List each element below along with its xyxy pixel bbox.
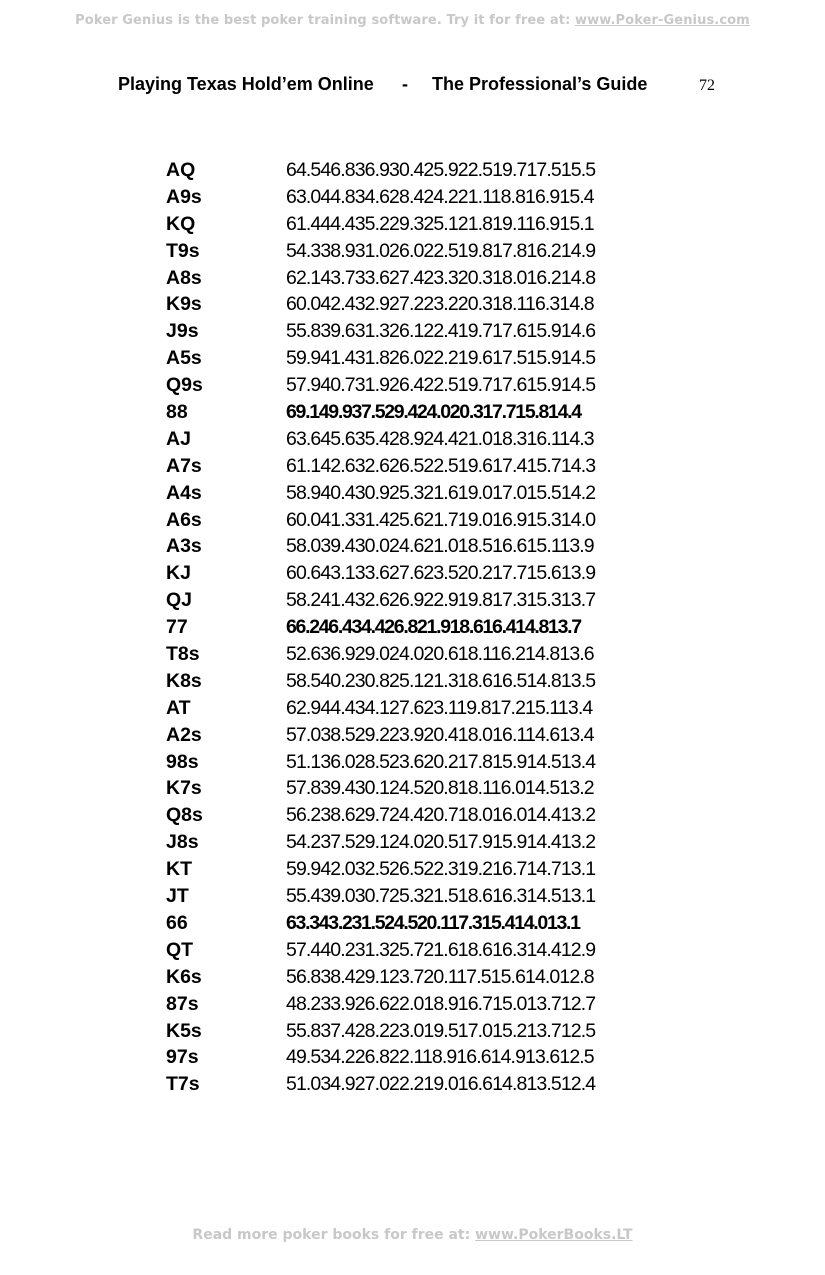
win-percentages: 57.940.731.926.422.519.717.615.914.5 bbox=[286, 374, 596, 397]
table-row bbox=[166, 291, 706, 318]
promo-banner-bottom bbox=[0, 1227, 825, 1243]
table-row bbox=[166, 614, 706, 641]
hand-label: 97s bbox=[166, 1046, 199, 1069]
book-title: Playing Texas Hold’em Online bbox=[118, 74, 374, 94]
table-row bbox=[166, 560, 706, 587]
win-percentages: 59.941.431.826.022.219.617.515.914.5 bbox=[286, 347, 596, 370]
hand-label: 87s bbox=[166, 992, 199, 1015]
pokerbooks-link[interactable]: www.PokerBooks.LT bbox=[475, 1227, 633, 1243]
table-row bbox=[166, 856, 706, 883]
win-percentages: 59.942.032.526.522.319.216.714.713.1 bbox=[286, 858, 596, 881]
table-row bbox=[166, 910, 706, 937]
win-percentages: 64.546.836.930.425.922.519.717.515.5 bbox=[286, 159, 596, 181]
win-percentages: 51.034.927.022.219.016.614.813.512.4 bbox=[286, 1073, 596, 1096]
hand-label: T9s bbox=[166, 239, 200, 262]
table-row bbox=[166, 533, 706, 560]
hand-label: JT bbox=[166, 885, 189, 908]
table-row bbox=[166, 829, 706, 856]
win-percentages: 57.839.430.124.520.818.116.014.513.2 bbox=[286, 777, 594, 800]
win-percentages: 49.534.226.822.118.916.614.913.612.5 bbox=[286, 1046, 594, 1069]
hand-label: AT bbox=[166, 696, 191, 719]
hand-label: 66 bbox=[166, 911, 188, 934]
win-percentages: 62.944.434.127.623.119.817.215.113.4 bbox=[286, 696, 593, 719]
table-row bbox=[166, 641, 706, 668]
table-row bbox=[166, 345, 706, 372]
win-percentages: 60.042.432.927.223.220.318.116.314.8 bbox=[286, 293, 594, 316]
table-row bbox=[166, 1044, 706, 1071]
table-row bbox=[166, 372, 706, 399]
promo-bottom-text: Read more poker books for free at: bbox=[192, 1227, 476, 1243]
hand-label: A3s bbox=[166, 535, 202, 558]
hand-label: A5s bbox=[166, 347, 202, 370]
hand-label: T8s bbox=[166, 643, 200, 666]
page-number: 72 bbox=[699, 77, 715, 94]
table-row bbox=[166, 991, 706, 1018]
hand-label: 77 bbox=[166, 616, 188, 639]
hand-label: J9s bbox=[166, 320, 199, 343]
table-row bbox=[166, 722, 706, 749]
win-percentages: 61.444.435.229.325.121.819.116.915.1 bbox=[286, 212, 594, 235]
table-row bbox=[166, 238, 706, 265]
win-percentages: 54.237.529.124.020.517.915.914.413.2 bbox=[286, 831, 596, 854]
win-percentages: 63.645.635.428.924.421.018.316.114.3 bbox=[286, 427, 594, 450]
win-percentages: 69.149.937.529.424.020.317.715.814.4 bbox=[286, 401, 581, 424]
table-row bbox=[166, 507, 706, 534]
hand-label: A6s bbox=[166, 508, 202, 531]
promo-top-text: Poker Genius is the best poker training software. Try it for free at: bbox=[75, 13, 575, 28]
poker-genius-link[interactable]: www.Poker-Genius.com bbox=[575, 13, 750, 28]
table-row bbox=[166, 775, 706, 802]
hand-label: Q9s bbox=[166, 374, 203, 397]
win-percentages: 54.338.931.026.022.519.817.816.214.9 bbox=[286, 239, 596, 262]
hand-label: QJ bbox=[166, 589, 193, 612]
hand-label: A9s bbox=[166, 185, 202, 208]
win-percentages: 55.839.631.326.122.419.717.615.914.6 bbox=[286, 320, 596, 343]
table-row bbox=[166, 587, 706, 614]
table-row bbox=[166, 318, 706, 345]
win-percentages: 58.241.432.626.922.919.817.315.313.7 bbox=[286, 589, 596, 612]
hand-label: K9s bbox=[166, 293, 202, 316]
win-percentages: 61.142.632.626.522.519.617.415.714.3 bbox=[286, 454, 596, 477]
table-row bbox=[166, 211, 706, 238]
table-row bbox=[166, 1071, 706, 1098]
win-percentages: 62.143.733.627.423.320.318.016.214.8 bbox=[286, 266, 596, 289]
table-row bbox=[166, 964, 706, 991]
win-percentages: 57.038.529.223.920.418.016.114.613.4 bbox=[286, 723, 594, 746]
hand-label: 88 bbox=[166, 401, 188, 424]
win-percentages: 63.044.834.628.424.221.118.816.915.4 bbox=[286, 185, 594, 208]
hand-label: J8s bbox=[166, 831, 199, 854]
hand-label: AJ bbox=[166, 427, 191, 450]
hand-label: AQ bbox=[166, 159, 196, 181]
page-header bbox=[118, 74, 718, 100]
win-percentages: 60.643.133.627.623.520.217.715.613.9 bbox=[286, 562, 596, 585]
table-row bbox=[166, 399, 706, 426]
win-percentages: 48.233.926.622.018.916.715.013.712.7 bbox=[286, 992, 596, 1015]
hand-label: K8s bbox=[166, 669, 202, 692]
table-row bbox=[166, 184, 706, 211]
win-percentages: 56.238.629.724.420.718.016.014.413.2 bbox=[286, 804, 596, 827]
table-row bbox=[166, 668, 706, 695]
table-row bbox=[166, 157, 706, 184]
hand-label: T7s bbox=[166, 1073, 200, 1096]
hand-label: K5s bbox=[166, 1019, 202, 1042]
hand-label: A2s bbox=[166, 723, 202, 746]
win-percentages: 66.246.434.426.821.918.616.414.813.7 bbox=[286, 616, 581, 639]
win-percentages: 58.039.430.024.621.018.516.615.113.9 bbox=[286, 535, 594, 558]
table-row bbox=[166, 937, 706, 964]
win-percentages: 57.440.231.325.721.618.616.314.412.9 bbox=[286, 938, 596, 961]
table-row bbox=[166, 453, 706, 480]
win-percentages: 55.439.030.725.321.518.616.314.513.1 bbox=[286, 885, 596, 908]
table-row bbox=[166, 749, 706, 776]
table-row bbox=[166, 883, 706, 910]
promo-banner-top bbox=[0, 13, 825, 28]
win-percentages: 58.540.230.825.121.318.616.514.813.5 bbox=[286, 669, 596, 692]
table-row bbox=[166, 1018, 706, 1045]
win-percentages: 63.343.231.524.520.117.315.414.013.1 bbox=[286, 911, 580, 934]
table-row bbox=[166, 265, 706, 292]
hand-label: QT bbox=[166, 938, 194, 961]
hand-label: 98s bbox=[166, 750, 199, 773]
table-row bbox=[166, 695, 706, 722]
hand-label: KT bbox=[166, 858, 192, 881]
header-separator: - bbox=[402, 74, 408, 94]
hand-label: KQ bbox=[166, 212, 196, 235]
win-percentages: 56.838.429.123.720.117.515.614.012.8 bbox=[286, 965, 594, 988]
win-percentages: 60.041.331.425.621.719.016.915.314.0 bbox=[286, 508, 596, 531]
table-row bbox=[166, 480, 706, 507]
win-percentages: 51.136.028.523.620.217.815.914.513.4 bbox=[286, 750, 596, 773]
win-percentages: 58.940.430.925.321.619.017.015.514.2 bbox=[286, 481, 596, 504]
hand-label: Q8s bbox=[166, 804, 203, 827]
table-row bbox=[166, 426, 706, 453]
win-percentages: 55.837.428.223.019.517.015.213.712.5 bbox=[286, 1019, 596, 1042]
hand-label: K7s bbox=[166, 777, 202, 800]
hand-odds-table bbox=[166, 157, 706, 1098]
book-subtitle: The Professional’s Guide bbox=[432, 74, 648, 94]
hand-label: A8s bbox=[166, 266, 202, 289]
table-row bbox=[166, 802, 706, 829]
win-percentages: 52.636.929.024.020.618.116.214.813.6 bbox=[286, 643, 594, 666]
hand-label: KJ bbox=[166, 562, 191, 585]
hand-label: A7s bbox=[166, 454, 202, 477]
hand-label: A4s bbox=[166, 481, 202, 504]
hand-label: K6s bbox=[166, 965, 202, 988]
